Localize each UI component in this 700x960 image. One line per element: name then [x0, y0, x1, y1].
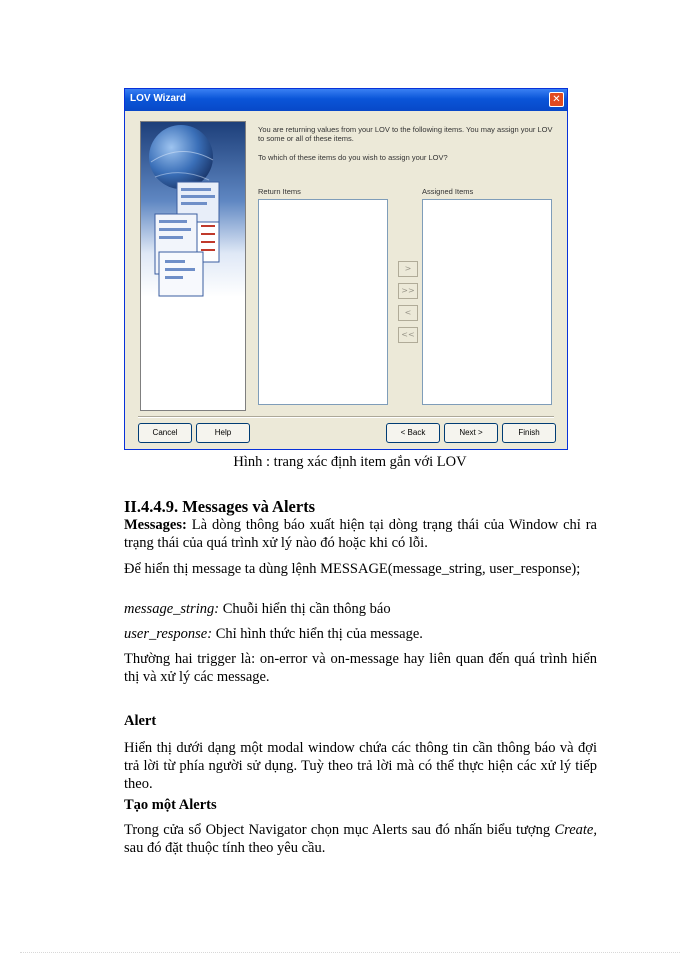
- help-button[interactable]: Help: [196, 423, 250, 443]
- move-left-button[interactable]: <: [398, 305, 418, 321]
- create-alert-heading: Tạo một Alerts: [124, 797, 217, 813]
- return-items-list[interactable]: [258, 199, 388, 405]
- messages-label: Messages:: [124, 517, 187, 533]
- assigned-items-list[interactable]: [422, 199, 552, 405]
- messages-paragraph: [124, 516, 597, 552]
- messages-text: Là dòng thông báo xuất hiện tại dòng trạng thái của Window chỉ ra trạng thái của quá trình xử lý nào đó hoặc khi có lỗi.: [124, 517, 597, 551]
- alert-paragraph: Hiển thị dưới dạng một modal window chứa các thông tin cần thông báo và đợi trả lời từ phía người sử dụng. Tuỳ theo trả lời mà có thể thực hiện các xử lý tiếp theo.: [124, 740, 597, 792]
- button-separator: [138, 416, 554, 418]
- move-right-button[interactable]: >: [398, 261, 418, 277]
- param2-name: user_response:: [124, 626, 213, 642]
- param1-paragraph: [124, 600, 597, 618]
- create-alert-paragraph: [124, 821, 597, 857]
- dialog-titlebar: [125, 89, 567, 111]
- move-all-left-button[interactable]: <<: [398, 327, 418, 343]
- create-text-1: Trong cửa sổ Object Navigator chọn mục Alerts sau đó nhấn biểu tượng: [124, 822, 555, 838]
- create-italic: Create,: [554, 822, 597, 838]
- back-button[interactable]: < Back: [386, 423, 440, 443]
- page-bottom-rule: [20, 952, 680, 953]
- close-icon[interactable]: ✕: [549, 92, 564, 107]
- wizard-question-text: To which of these items do you wish to assign your LOV?: [258, 153, 448, 162]
- dialog-body: [128, 111, 564, 446]
- param1-name: message_string:: [124, 601, 220, 617]
- param2-paragraph: [124, 625, 597, 643]
- section-heading: II.4.4.9. Messages và Alerts: [124, 497, 316, 516]
- param2-desc: Chỉ hình thức hiển thị của message.: [212, 626, 423, 642]
- cancel-button[interactable]: Cancel: [138, 423, 192, 443]
- finish-button[interactable]: Finish: [502, 423, 556, 443]
- alert-heading: Alert: [124, 713, 157, 729]
- create-text-2: sau đó đặt thuộc tính theo yêu cầu.: [124, 840, 326, 856]
- wizard-illustration: [140, 121, 246, 411]
- figure-caption: Hình : trang xác định item gắn với LOV: [233, 454, 467, 470]
- lov-wizard-dialog: [124, 88, 568, 450]
- assigned-items-label: Assigned Items: [422, 187, 474, 196]
- wizard-intro-text: You are returning values from your LOV to the following items. You may assign your LOV to some or all of these items.: [258, 125, 553, 143]
- move-all-right-button[interactable]: >>: [398, 283, 418, 299]
- display-paragraph: Để hiển thị message ta dùng lệnh MESSAGE(message_string, user_response);: [124, 561, 581, 577]
- dialog-title: LOV Wizard: [130, 93, 187, 104]
- trigger-paragraph: Thường hai trigger là: on-error và on-message hay liên quan đến quá trình hiển thị và xử lý các message.: [124, 651, 597, 685]
- next-button[interactable]: Next >: [444, 423, 498, 443]
- return-items-label: Return Items: [258, 187, 301, 196]
- param1-desc: Chuỗi hiển thị cần thông báo: [219, 601, 391, 617]
